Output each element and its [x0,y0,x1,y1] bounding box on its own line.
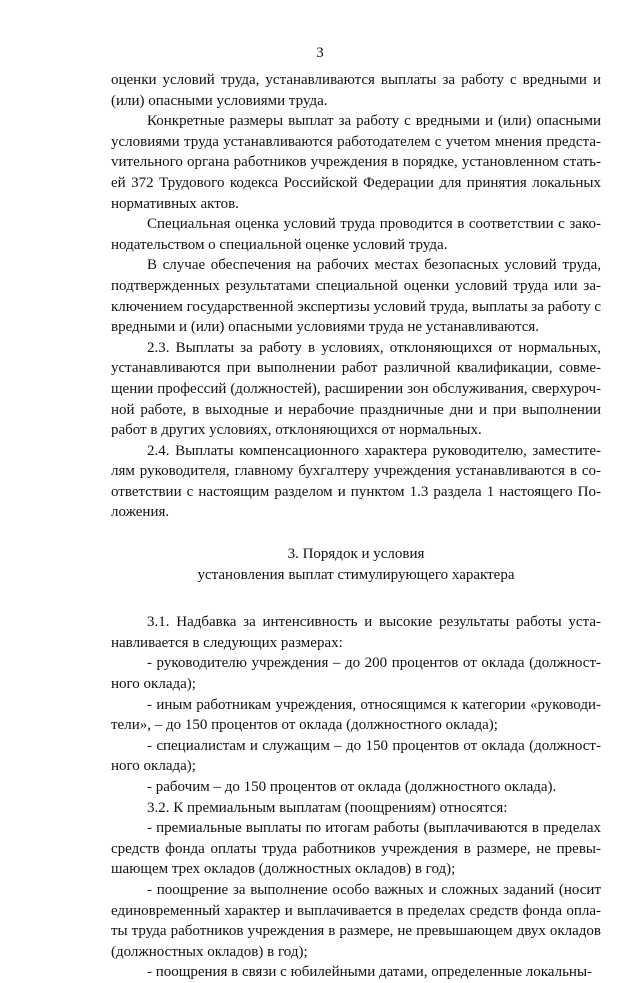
list-item-bonus-special-tasks: - поощрение за выполнение особо важных и сложных заданий (носит единовременный характер и выплачивается в пределах средств фонда оплаты труда работников учреждения в размере, не превышающем двух окладов (должностных окладов) в год); [111,881,601,960]
list-item-specialists: - специалистам и служащим – до 150 процентов от оклада (должностного оклада); [111,737,601,775]
paragraph-2-4: 2.4. Выплаты компенсационного характера руководителю, заместителям руководителя, главному бухгалтеру учреждения устанавливаются в соответствии с настоящим разделом и пунктом 1.3 раздела 1 настоящего Положения. [111,442,601,521]
paragraph-harmful-conditions-amounts: Конкретные размеры выплат за работу с вредными и (или) опасными условиями труда устанавливаются работодателем с учетом мнения предстаvительного органа работников учреждения в порядке, установленном статьей 372 Трудового кодекса Российской Федерации для принятия локальных нормативных актов. [111,113,601,212]
paragraph-3-2: 3.2. К премиальным выплатам (поощрениям) относятся: [147,799,508,816]
list-item-managers: - иным работникам учреждения, относящимся к категории «руководители», – до 150 процентов от оклада (должностного оклада); [111,696,601,734]
document-body [111,70,601,983]
page-number: 3 [316,45,324,61]
paragraph-3-1: 3.1. Надбавка за интенсивность и высокие результаты работы устанавливается в следующих размерах: [111,614,601,651]
list-item-bonus-results: - премиальные выплаты по итогам работы (выплачиваются в пределах средств фонда оплаты труда работников учреждения в размере, не превышающем трех окладов (должностных окладов) в год); [111,820,601,878]
list-item-head: - руководителю учреждения – до 200 процентов от оклада (должностного оклада); [111,655,601,693]
list-item-bonus-anniversary: - поощрения в связи с юбилейными датами, определенные локальны- [147,964,593,981]
paragraph-safe-conditions: В случае обеспечения на рабочих местах безопасных условий труда, подтвержденных результатами специальной оценки условий труда или заключением государственной экспертизы условий труда, выплаты за работу с вредными и (или) опасными условиями труда не устанавливаются. [111,257,601,336]
section-heading-line-1: 3. Порядок и условия [287,546,425,563]
list-item-workers: - рабочим – до 150 процентов от оклада (должностного оклада). [147,779,557,795]
paragraph-2-3: 2.3. Выплаты за работу в условиях, отклоняющихся от нормальных, устанавливаются при выполнении работ различной квалификации, совмещении профессий (должностей), расширении зон обслуживания, сверхурочной работе, в выходные и нерабочие праздничные дни и при выполнении работ в других условиях, отклоняющихся от нормальных. [111,339,601,439]
paragraph-continuation: оценки условий труда, устанавливаются выплаты за работу с вредными и (или) опасными условиями труда. [111,72,601,109]
section-heading-line-2: установления выплат стимулирующего характера [197,566,515,583]
paragraph-special-assessment: Специальная оценка условий труда проводится в соответствии с законодательством о специальной оценке условий труда. [111,216,601,253]
